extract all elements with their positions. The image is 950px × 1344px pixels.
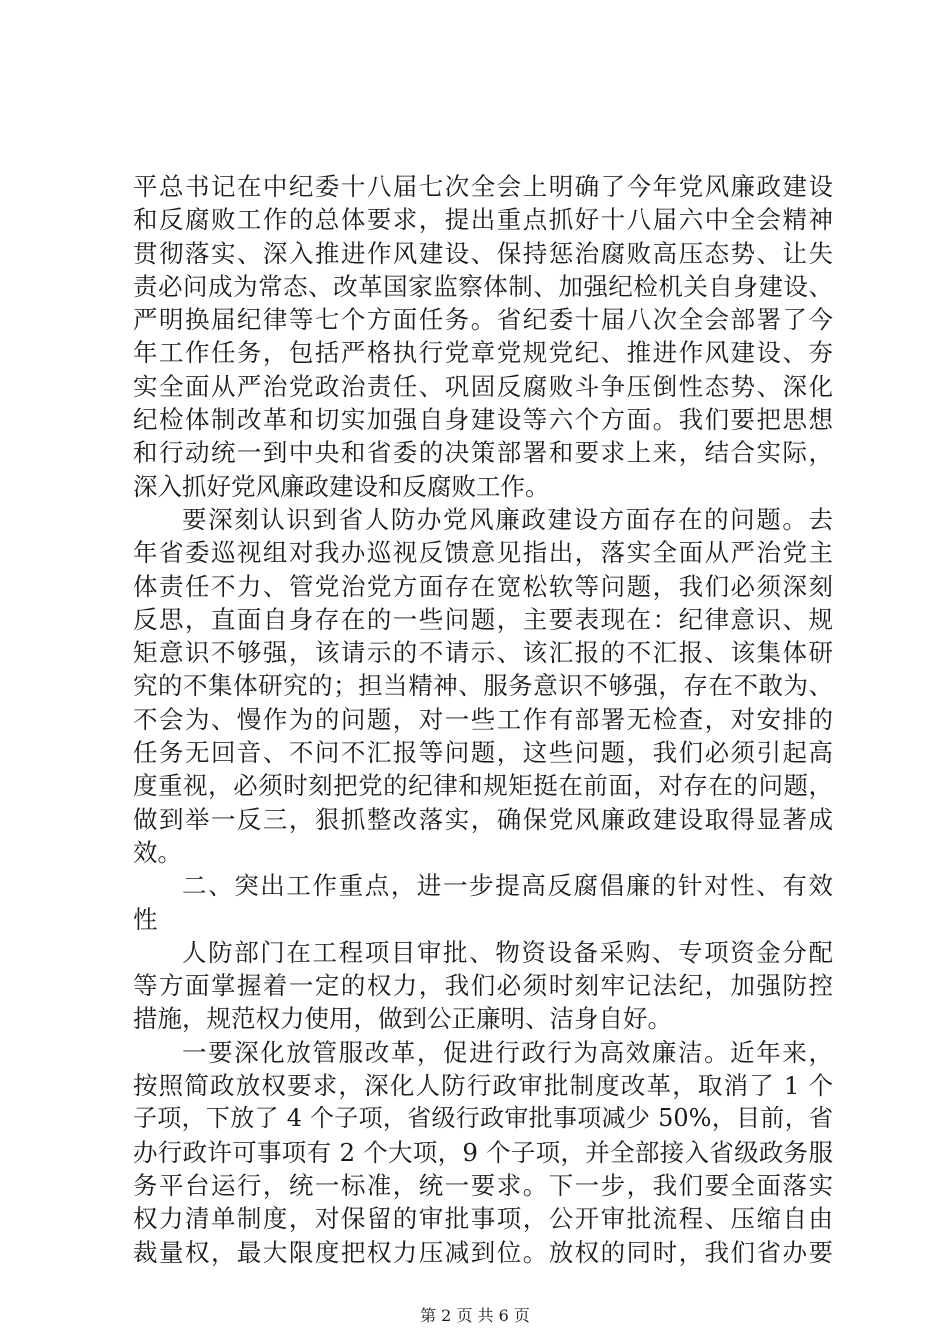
text-line: 务平台运行，统一标准，统一要求。下一步，我们要全面落实 [133, 1170, 833, 1200]
text-line: 二、突出工作重点，进一步提高反腐倡廉的针对性、有效 [182, 871, 833, 901]
text-line: 等方面掌握着一定的权力，我们必须时刻牢记法纪，加强防控 [133, 971, 833, 1001]
text-line: 矩意识不够强，该请示的不请示、该汇报的不汇报、该集体研 [133, 638, 833, 668]
text-line: 严明换届纪律等七个方面任务。省纪委十届八次全会部署了今 [133, 305, 833, 335]
text-line: 年省委巡视组对我办巡视反馈意见指出，落实全面从严治党主 [133, 538, 833, 568]
text-line: 措施，规范权力使用，做到公正廉明、洁身自好。 [133, 1004, 672, 1034]
text-line: 一要深化放管服改革，促进行政行为高效廉洁。近年来， [182, 1037, 833, 1067]
text-line: 权力清单制度，对保留的审批事项，公开审批流程、压缩自由 [133, 1204, 833, 1234]
text-line: 效。 [133, 837, 182, 867]
text-line: 体责任不力、管党治党方面存在宽松软等问题，我们必须深刻 [133, 571, 833, 601]
text-line: 性 [133, 904, 158, 934]
text-line: 办行政许可事项有 2 个大项，9 个子项，并全部接入省级政务服 [133, 1137, 833, 1167]
text-line: 任务无回音、不问不汇报等问题，这些问题，我们必须引起高 [133, 738, 833, 768]
text-line: 人防部门在工程项目审批、物资设备采购、专项资金分配 [182, 937, 833, 967]
text-line: 做到举一反三，狠抓整改落实，确保党风廉政建设取得显著成 [133, 804, 833, 834]
text-line: 和行动统一到中央和省委的决策部署和要求上来，结合实际， [133, 438, 833, 468]
document-body [133, 170, 833, 1269]
text-line: 裁量权，最大限度把权力压减到位。放权的同时，我们省办要 [133, 1237, 833, 1267]
text-line: 实全面从严治党政治责任、巩固反腐败斗争压倒性态势、深化 [133, 371, 833, 401]
text-line: 度重视，必须时刻把党的纪律和规矩挺在前面，对存在的问题， [133, 771, 833, 801]
text-line: 深入抓好党风廉政建设和反腐败工作。 [133, 471, 550, 501]
text-line: 年工作任务，包括严格执行党章党规党纪、推进作风建设、夯 [133, 338, 833, 368]
page-footer: 第 2 页 共 6 页 [420, 1306, 530, 1325]
text-line: 子项，下放了 4 个子项，省级行政审批事项减少 50%，目前，省 [133, 1104, 833, 1133]
text-line: 反思，直面自身存在的一些问题，主要表现在：纪律意识、规 [133, 604, 833, 634]
text-line: 和反腐败工作的总体要求，提出重点抓好十八届六中全会精神 [133, 205, 833, 235]
text-line: 贯彻落实、深入推进作风建设、保持惩治腐败高压态势、让失 [133, 238, 833, 268]
text-line: 责必问成为常态、改革国家监察体制、加强纪检机关自身建设、 [133, 271, 833, 301]
text-line: 按照简政放权要求，深化人防行政审批制度改革，取消了 1 个 [133, 1071, 833, 1101]
text-line: 不会为、慢作为的问题，对一些工作有部署无检查，对安排的 [133, 704, 833, 734]
text-line: 纪检体制改革和切实加强自身建设等六个方面。我们要把思想 [133, 405, 833, 435]
text-line: 平总书记在中纪委十八届七次全会上明确了今年党风廉政建设 [133, 172, 833, 201]
text-line: 究的不集体研究的；担当精神、服务意识不够强，存在不敢为、 [133, 671, 833, 701]
text-line: 要深刻认识到省人防办党风廉政建设方面存在的问题。去 [182, 504, 833, 534]
